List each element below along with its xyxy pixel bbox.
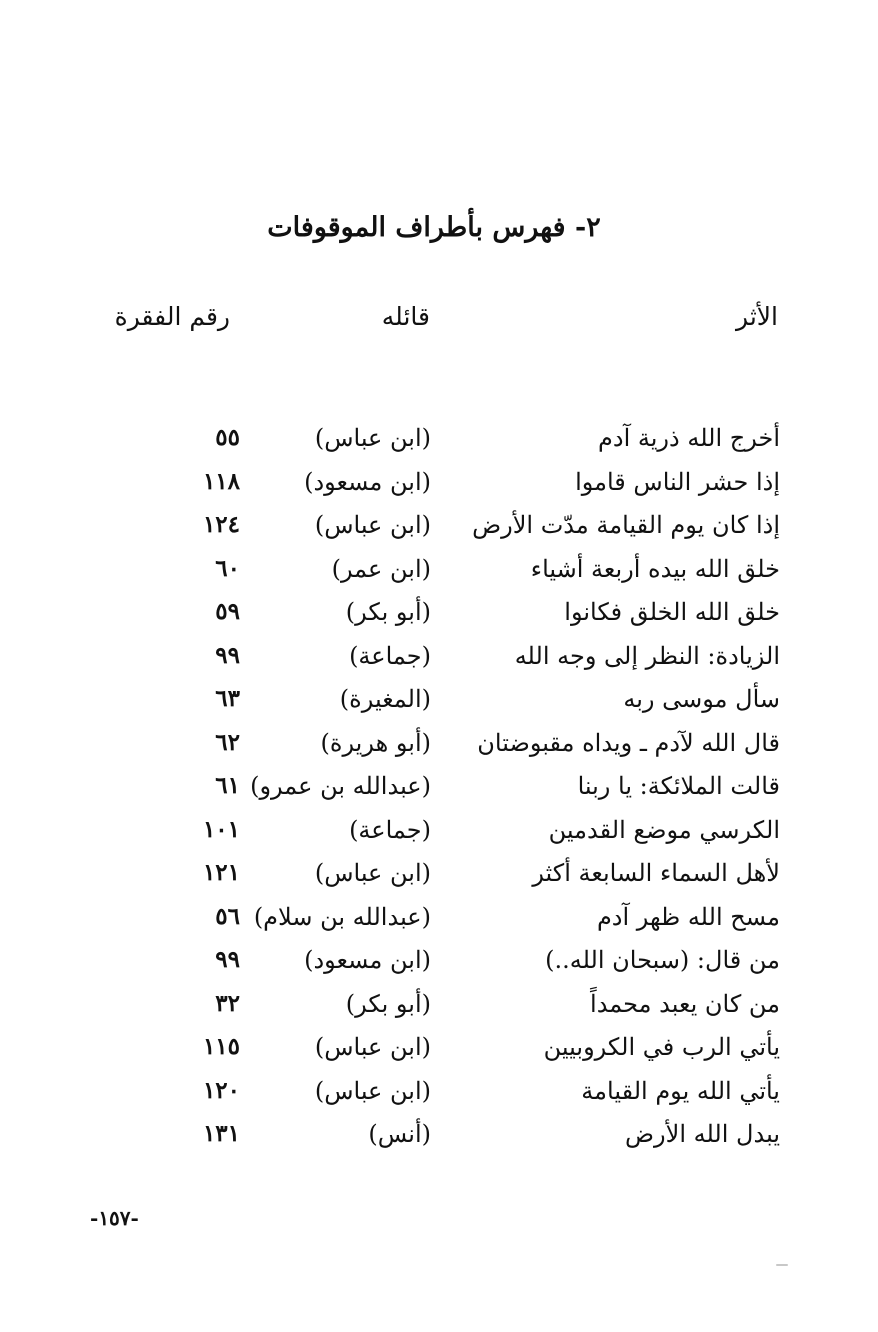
athar-text: يأتي الله يوم القيامة xyxy=(581,1076,780,1105)
athar-text: يأتي الرب في الكروبيين xyxy=(543,1033,780,1061)
athar-text: يبدل الله الأرض xyxy=(625,1120,780,1148)
narrator-text: (ابن عباس) xyxy=(314,1033,431,1061)
index-row xyxy=(0,772,878,816)
column-header-raqm: رقم الفقرة xyxy=(114,302,230,331)
paragraph-number: ١٢٠ xyxy=(202,1076,240,1104)
scan-mark xyxy=(776,1264,788,1266)
column-header-qaeluh: قائله xyxy=(381,302,430,331)
paragraph-number: ٦١ xyxy=(215,772,240,799)
index-row xyxy=(0,903,878,947)
page-number: -١٥٧- xyxy=(90,1206,139,1230)
paragraph-number: ١٣١ xyxy=(202,1120,240,1147)
narrator-text: (ابن عباس) xyxy=(314,511,431,539)
index-row xyxy=(0,511,878,555)
athar-text: سأل موسى ربه xyxy=(623,685,780,713)
index-row xyxy=(0,555,878,599)
index-row xyxy=(0,729,878,773)
index-row xyxy=(0,816,878,860)
paragraph-number: ١٢٤ xyxy=(202,511,240,538)
narrator-text: (المغيرة) xyxy=(339,685,431,713)
athar-text: خلق الله بيده أربعة أشياء xyxy=(530,554,780,583)
narrator-text: (ابن مسعود) xyxy=(304,467,431,496)
index-row xyxy=(0,1077,878,1121)
athar-text: قالت الملائكة: يا ربنا xyxy=(577,772,780,800)
page-title: ٢- فهرس بأطراف الموقوفات xyxy=(267,212,601,243)
paragraph-number: ٩٩ xyxy=(215,946,240,973)
index-row xyxy=(0,424,878,468)
athar-text: قال الله لآدم ـ ويداه مقبوضتان xyxy=(477,728,780,757)
paragraph-number: ٦٠ xyxy=(215,554,240,582)
narrator-text: (أنس) xyxy=(368,1120,431,1148)
index-row xyxy=(0,642,878,686)
paragraph-number: ١١٨ xyxy=(202,467,240,495)
narrator-text: (أبو هريرة) xyxy=(320,728,431,757)
index-row xyxy=(0,1033,878,1077)
athar-text: لأهل السماء السابعة أكثر xyxy=(532,859,780,887)
narrator-text: (أبو بكر) xyxy=(345,989,431,1018)
narrator-text: (ابن عباس) xyxy=(314,859,431,887)
paragraph-number: ٣٢ xyxy=(215,989,240,1017)
narrator-text: (ابن عباس) xyxy=(314,1076,431,1105)
athar-text: مسح الله ظهر آدم xyxy=(596,902,780,931)
narrator-text: (ابن عباس) xyxy=(314,424,431,452)
athar-text: الزيادة: النظر إلى وجه الله xyxy=(514,641,780,670)
paragraph-number: ٥٦ xyxy=(215,902,240,930)
index-list xyxy=(0,424,878,1164)
index-row xyxy=(0,468,878,512)
narrator-text: (ابن عمر) xyxy=(331,554,431,583)
narrator-text: (ابن مسعود) xyxy=(304,946,431,974)
narrator-text: (جماعة) xyxy=(349,641,431,670)
athar-text: الكرسي موضع القدمين xyxy=(548,815,780,844)
paragraph-number: ٦٣ xyxy=(215,685,240,712)
paragraph-number: ١١٥ xyxy=(202,1033,240,1060)
index-row xyxy=(0,990,878,1034)
athar-text: من كان يعبد محمداً xyxy=(590,989,780,1018)
athar-text: من قال: (سبحان الله..) xyxy=(545,946,780,974)
athar-text: إذا حشر الناس قاموا xyxy=(575,467,780,496)
paragraph-number: ٥٩ xyxy=(215,598,240,625)
index-row xyxy=(0,859,878,903)
athar-text: أخرج الله ذرية آدم xyxy=(598,424,780,452)
paragraph-number: ٥٥ xyxy=(215,424,240,451)
index-row xyxy=(0,685,878,729)
index-row xyxy=(0,1120,878,1164)
athar-text: خلق الله الخلق فكانوا xyxy=(564,598,780,626)
narrator-text: (أبو بكر) xyxy=(345,598,431,626)
athar-text: إذا كان يوم القيامة مدّت الأرض xyxy=(472,511,780,539)
paragraph-number: ٦٢ xyxy=(215,728,240,756)
paragraph-number: ٩٩ xyxy=(215,641,240,669)
narrator-text: (جماعة) xyxy=(349,815,431,844)
narrator-text: (عبدالله بن سلام) xyxy=(253,902,431,931)
index-row xyxy=(0,946,878,990)
index-row xyxy=(0,598,878,642)
paragraph-number: ١٠١ xyxy=(202,815,240,843)
paragraph-number: ١٢١ xyxy=(202,859,240,886)
column-header-athar: الأثر xyxy=(736,302,778,331)
narrator-text: (عبدالله بن عمرو) xyxy=(250,772,431,800)
